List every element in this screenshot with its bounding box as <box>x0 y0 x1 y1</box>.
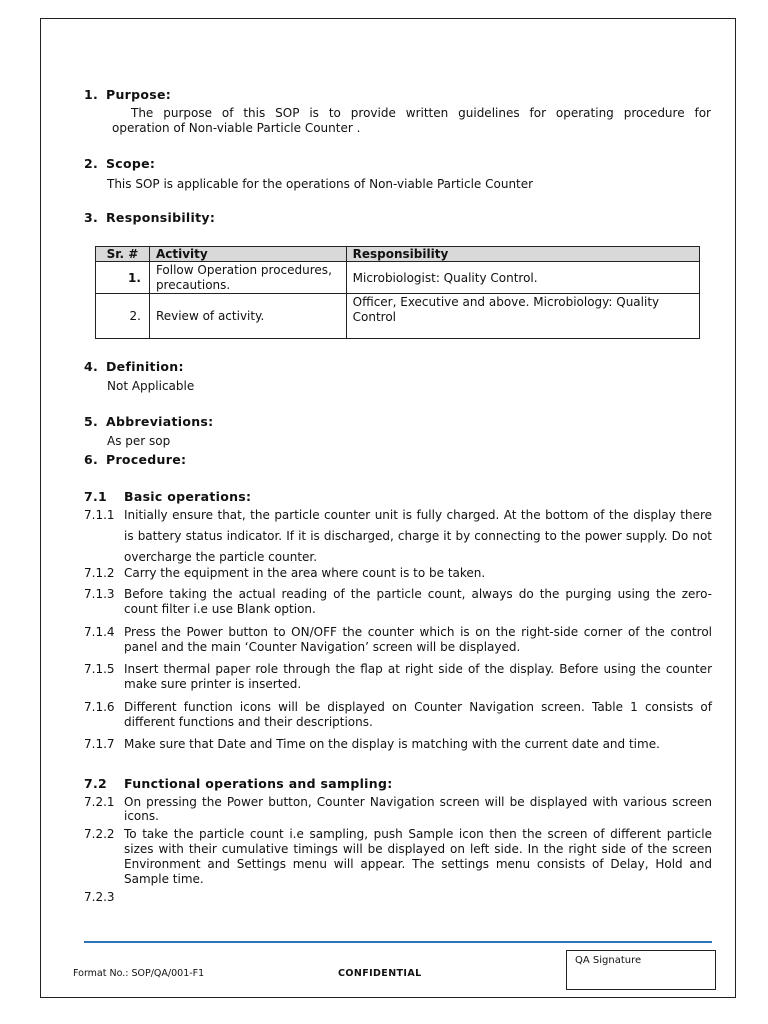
step-7-1-3: 7.1.3 Before taking the actual reading of the particle count, always do the purging using the zero-count filter i.e use Blank option. <box>84 587 712 616</box>
step-7-2-1: 7.2.1 On pressing the Power button, Counter Navigation screen will be displayed with various screen icons. <box>84 795 712 823</box>
scope-text: This SOP is applicable for the operations of Non-viable Particle Counter <box>107 177 534 191</box>
abbreviations-heading: 5. Abbreviations: <box>84 414 214 429</box>
qa-signature-box <box>566 950 716 990</box>
table-row <box>96 262 700 294</box>
purpose-text-line2: operation of Non-viable Particle Counter . <box>112 121 361 135</box>
step-7-1-4: 7.1.4 Press the Power button to ON/OFF the counter which is on the right-side corner of the control panel and the main ‘Counter Navigation’ screen will be displayed. <box>84 625 712 654</box>
step-7-1-1: 7.1.1 Initially ensure that, the particle counter unit is fully charged. At the bottom of the display there is battery status indicator. If it is discharged, charge it by connecting to the power supply. Do not overcharge the particle counter. <box>84 508 712 564</box>
step-7-1-5: 7.1.5 Insert thermal paper role through the flap at right side of the display. Before using the counter make sure printer is inserted. <box>84 662 712 691</box>
responsibility-table <box>95 246 700 339</box>
scope-heading: 2. Scope: <box>84 156 156 171</box>
qa-signature-label: QA Signature <box>575 955 642 966</box>
basic-operations-heading: 7.1 Basic operations: <box>84 489 252 504</box>
table-header-row <box>96 247 700 262</box>
col-header-activity: Activity <box>149 247 346 262</box>
row-sr: 2. <box>96 294 150 339</box>
row-activity: Review of activity. <box>149 294 346 339</box>
col-header-sr: Sr. # <box>96 247 150 262</box>
row-activity: Follow Operation procedures, precautions. <box>149 262 346 294</box>
confidential-label: CONFIDENTIAL <box>338 968 422 979</box>
table-row <box>96 294 700 339</box>
row-sr: 1. <box>96 262 150 294</box>
step-7-2-2: 7.2.2 To take the particle count i.e sampling, push Sample icon then the screen of different particle sizes with their cumulative timings will be displayed on left side. In the right side of the screen Environment and Settings menu will appear. The settings menu consists of Delay, Hold and Sample time. <box>84 827 712 886</box>
definition-text: Not Applicable <box>107 379 195 393</box>
responsibility-heading: 3. Responsibility: <box>84 210 216 225</box>
row-responsibility: Officer, Executive and above. Microbiology: Quality Control <box>346 294 699 339</box>
step-7-1-6: 7.1.6 Different function icons will be displayed on Counter Navigation screen. Table 1 consists of different functions and their descriptions. <box>84 700 712 729</box>
purpose-heading: 1. Purpose: <box>84 87 172 102</box>
purpose-text-line1: The purpose of this SOP is to provide written guidelines for operating procedure for <box>131 106 711 120</box>
procedure-heading: 6. Procedure: <box>84 452 187 467</box>
footer-divider <box>84 941 712 943</box>
col-header-responsibility: Responsibility <box>346 247 699 262</box>
functional-operations-heading: 7.2 Functional operations and sampling: <box>84 776 393 791</box>
row-responsibility: Microbiologist: Quality Control. <box>346 262 699 294</box>
definition-heading: 4. Definition: <box>84 359 184 374</box>
abbreviations-text: As per sop <box>107 434 171 448</box>
step-7-1-7: 7.1.7 Make sure that Date and Time on the display is matching with the current date and time. <box>84 737 660 751</box>
format-number: Format No.: SOP/QA/001-F1 <box>73 968 205 979</box>
step-7-1-2: 7.1.2 Carry the equipment in the area where count is to be taken. <box>84 566 486 580</box>
